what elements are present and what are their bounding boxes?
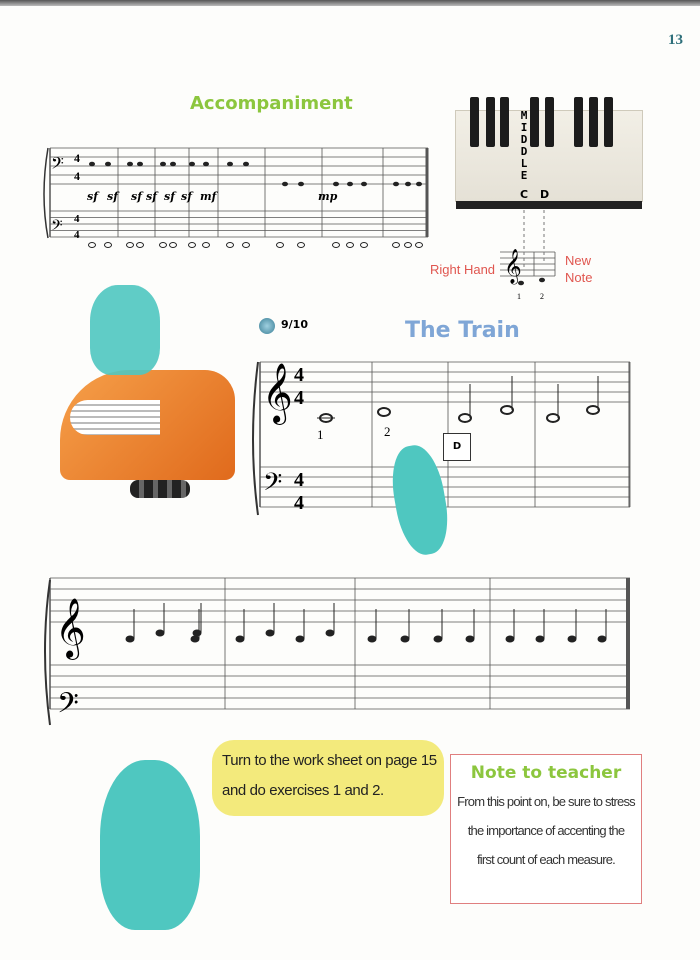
note-head <box>243 243 250 248</box>
dynamic-marking: sf <box>131 190 142 203</box>
note-head <box>137 162 143 167</box>
quarter-note-head <box>536 636 545 643</box>
quarter-note-head <box>568 636 577 643</box>
note-head <box>89 243 96 248</box>
audio-track-icon[interactable] <box>259 318 275 334</box>
note-head <box>170 162 176 167</box>
note-head <box>361 243 368 248</box>
note-head <box>170 243 177 248</box>
dynamic-marking: sf <box>87 190 98 203</box>
train-illustration <box>60 360 240 510</box>
speech-line: Turn to the work sheet on page 15 <box>222 752 437 769</box>
quarter-note-head <box>401 636 410 643</box>
note-head <box>347 243 354 248</box>
dynamic-marking: mp <box>318 190 338 203</box>
time-signature: 4 <box>294 387 304 409</box>
note-flag: D <box>443 433 471 461</box>
note-line: the importance of accenting the <box>467 823 625 838</box>
quarter-note-head <box>156 630 165 637</box>
note-head <box>393 182 399 187</box>
dynamic-marking: sf <box>146 190 157 203</box>
half-note-head <box>459 414 471 422</box>
quarter-note-head <box>126 636 135 643</box>
page-number: 13 <box>668 32 683 48</box>
note-head <box>361 182 367 187</box>
quarter-note-head <box>296 636 305 643</box>
note-head <box>405 182 411 187</box>
note-head <box>282 182 288 187</box>
note-to-teacher-box <box>450 754 642 904</box>
piece-title: The Train <box>405 318 520 343</box>
time-signature: 4 <box>74 151 80 165</box>
note-head <box>203 243 210 248</box>
note-head <box>333 243 340 248</box>
quarter-note-head <box>368 636 377 643</box>
time-signature: 4 <box>74 229 80 241</box>
quarter-note-head <box>466 636 475 643</box>
quarter-note-head <box>193 630 202 637</box>
note-head <box>393 243 400 248</box>
quarter-note-head <box>326 630 335 637</box>
key-c-label: C <box>520 188 529 201</box>
note-head <box>203 162 209 167</box>
fingering-2: 2 <box>540 292 544 301</box>
note-head <box>347 182 353 187</box>
key-d-label: D <box>540 188 550 201</box>
fingering-1: 1 <box>317 427 324 442</box>
dynamic-marking: sf <box>181 190 192 203</box>
note-head <box>105 243 112 248</box>
black-key <box>604 97 613 147</box>
speech-line: and do exercises 1 and 2. <box>222 782 384 799</box>
note-head <box>160 243 167 248</box>
note-head <box>298 182 304 187</box>
time-signature: 4 <box>74 169 80 183</box>
middle-label: M I D D L E <box>520 109 528 182</box>
dynamic-marking: sf <box>107 190 118 203</box>
black-key <box>486 97 495 147</box>
speech-bubble <box>212 740 444 816</box>
black-key <box>500 97 509 147</box>
black-key <box>589 97 598 147</box>
note-head <box>243 162 249 167</box>
keyboard-base <box>456 201 642 209</box>
black-key <box>545 97 554 147</box>
bass-clef-icon: 𝄢 <box>57 687 79 727</box>
fingering-2: 2 <box>384 424 391 439</box>
new-note-label: New Note <box>565 253 593 285</box>
note-head <box>227 243 234 248</box>
treble-clef-icon: 𝄞 <box>262 363 293 423</box>
half-note-head <box>587 406 599 414</box>
note-head <box>160 162 166 167</box>
note-head <box>137 243 144 248</box>
quarter-note-head <box>191 636 200 643</box>
note-head <box>277 243 284 248</box>
black-key <box>470 97 479 147</box>
time-signature: 4 <box>294 492 304 514</box>
bass-clef-icon: 𝄢 <box>51 153 64 177</box>
note-line: From this point on, be sure to stress <box>457 794 635 809</box>
note-head <box>298 243 305 248</box>
cartoon-character-on-train <box>90 285 160 375</box>
quarter-note-head <box>506 636 515 643</box>
quarter-note-head <box>434 636 443 643</box>
half-note-head <box>547 414 559 422</box>
train-stripes <box>70 400 160 435</box>
dynamic-marking: mf <box>200 190 217 203</box>
bass-clef-icon: 𝄢 <box>263 468 283 503</box>
fingering-1: 1 <box>517 292 521 301</box>
half-note-head <box>378 408 390 416</box>
note-head <box>416 243 423 248</box>
time-signature: 4 <box>294 364 304 386</box>
note-head <box>127 243 134 248</box>
treble-clef-icon: 𝄞 <box>504 249 522 284</box>
note-head <box>105 162 111 167</box>
brace <box>253 362 258 515</box>
dynamic-marking: sf <box>164 190 175 203</box>
half-note-head <box>501 406 513 414</box>
black-key <box>530 97 539 147</box>
note-head <box>227 162 233 167</box>
note-head <box>416 182 422 187</box>
cartoon-character-speaking <box>100 760 200 930</box>
brace <box>44 148 48 238</box>
note-to-teacher-title: Note to teacher <box>470 763 622 783</box>
quarter-note-head <box>266 630 275 637</box>
bass-clef-icon: 𝄢 <box>51 217 63 238</box>
note-line: first count of each measure. <box>476 852 615 867</box>
note-head <box>189 162 195 167</box>
note-head <box>333 182 339 187</box>
note-head <box>127 162 133 167</box>
train-wheels <box>130 480 190 498</box>
note-head <box>189 243 196 248</box>
black-key <box>574 97 583 147</box>
treble-clef-icon: 𝄞 <box>55 598 86 658</box>
accompaniment-title: Accompaniment <box>190 93 353 114</box>
note-head <box>405 243 412 248</box>
note-head-d <box>539 278 545 283</box>
right-hand-label: Right Hand <box>430 262 496 277</box>
quarter-note-head <box>236 636 245 643</box>
audio-track-number: 9/10 <box>281 318 308 331</box>
time-signature: 4 <box>74 213 80 225</box>
note-head <box>89 162 95 167</box>
time-signature: 4 <box>294 469 304 491</box>
quarter-note-head <box>598 636 607 643</box>
